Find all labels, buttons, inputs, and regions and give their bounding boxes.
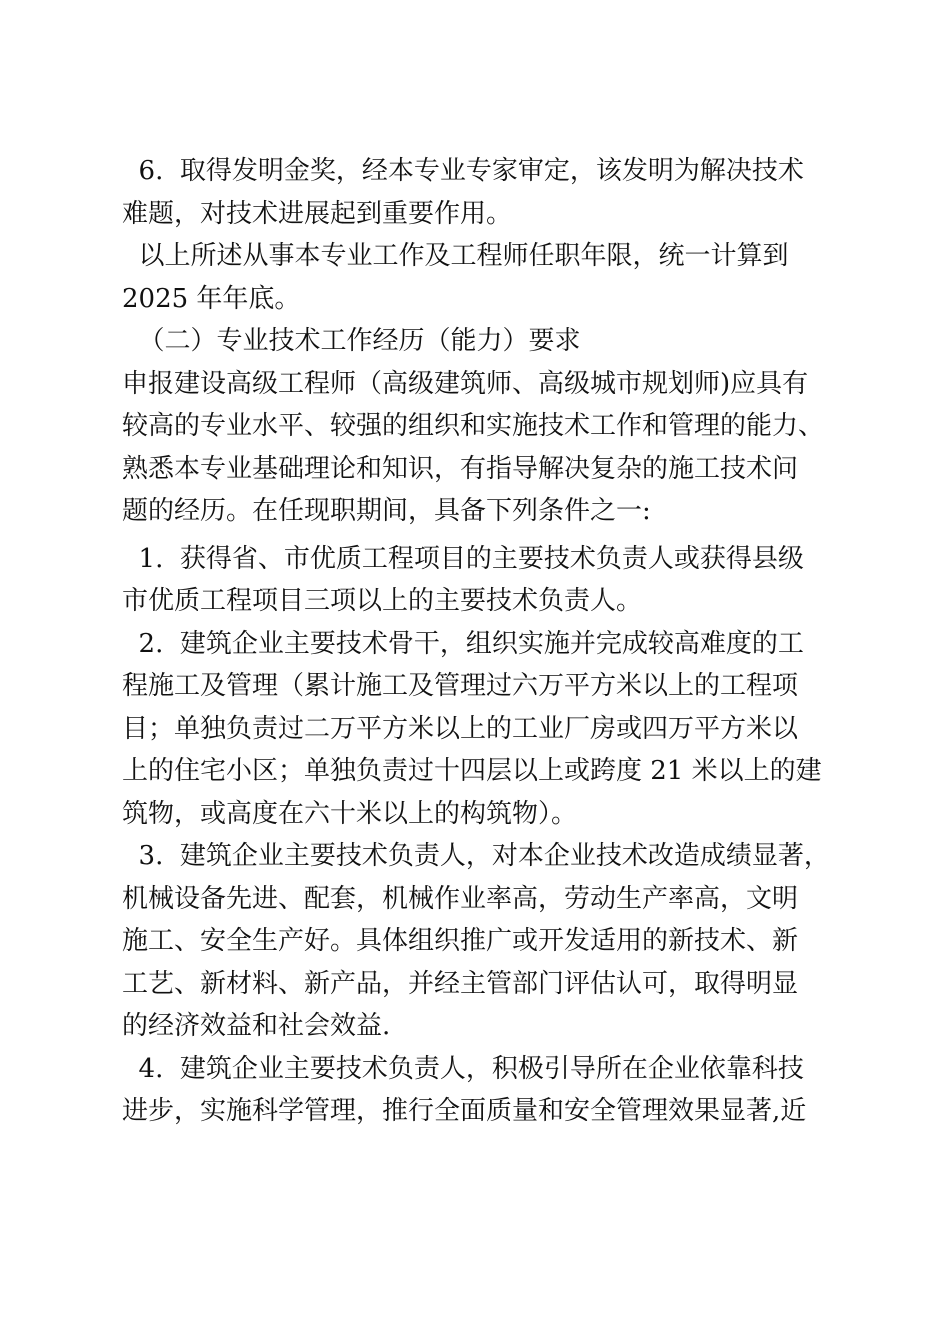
intro-line-2: 较高的专业水平、较强的组织和实施技术工作和管理的能力、 bbox=[122, 411, 825, 441]
intro-line-3: 熟悉本专业基础理论和知识，有指导解决复杂的施工技术问 bbox=[122, 453, 799, 484]
item-3-line-2: 机械设备先进、配套，机械作业率高，劳动生产率高，文明 bbox=[122, 883, 799, 914]
item-2-line-5: 筑物，或高度在六十米以上的构筑物）。 bbox=[122, 798, 578, 829]
item-4-line-2: 进步，实施科学管理，推行全面质量和安全管理效果显著,近 bbox=[122, 1096, 807, 1126]
section-heading: （二）专业技术工作经历（能力）要求 bbox=[122, 326, 581, 356]
item-1-line-2: 市优质工程项目三项以上的主要技术负责人。 bbox=[122, 586, 643, 616]
item-2-line-2: 程施工及管理（累计施工及管理过六万平方米以上的工程项 bbox=[122, 671, 799, 701]
summary-line-1: 以上所述从事本专业工作及工程师任职年限，统一计算到 bbox=[122, 241, 789, 271]
item-3-line-1: 3. 建筑企业主要技术负责人，对本企业技术改造成绩显著， bbox=[122, 841, 830, 871]
item-3-line-4: 工艺、新材料、新产品，并经主管部门评估认可，取得明显 bbox=[122, 968, 799, 999]
summary-line-2: 2025 年年底。 bbox=[122, 283, 301, 314]
intro-line-1: 申报建设高级工程师（高级建筑师、高级城市规划师)应具有 bbox=[122, 368, 809, 399]
item-4-line-1: 4. 建筑企业主要技术负责人，积极引导所在企业依靠科技 bbox=[122, 1053, 804, 1084]
item-1-line-1: 1. 获得省、市优质工程项目的主要技术负责人或获得县级 bbox=[122, 543, 804, 574]
intro-line-4: 题的经历。在任现职期间，具备下列条件之一: bbox=[122, 496, 651, 526]
document-body bbox=[122, 150, 834, 1133]
item-3-line-3: 施工、安全生产好。具体组织推广或开发适用的新技术、新 bbox=[122, 926, 799, 956]
item-6-line-2: 难题，对技术进展起到重要作用。 bbox=[122, 198, 513, 229]
item-2-line-1: 2. 建筑企业主要技术骨干，组织实施并完成较高难度的工 bbox=[122, 628, 804, 659]
item-2-line-3: 目；单独负责过二万平方米以上的工业厂房或四万平方米以 bbox=[122, 713, 799, 744]
item-3-line-5: 的经济效益和社会效益. bbox=[122, 1011, 391, 1041]
item-2-line-4: 上的住宅小区；单独负责过十四层以上或跨度 21 米以上的建 bbox=[122, 756, 822, 786]
item-6-line-1: 6. 取得发明金奖，经本专业专家审定，该发明为解决技术 bbox=[122, 156, 804, 186]
